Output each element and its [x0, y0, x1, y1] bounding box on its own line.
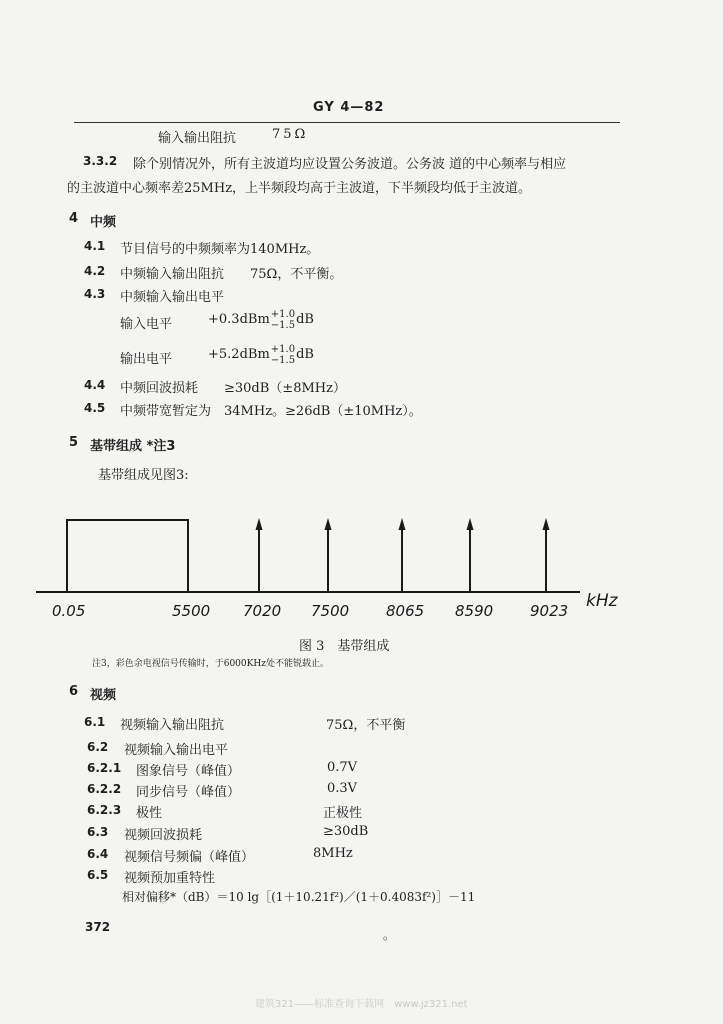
tick-label: 7020: [243, 602, 282, 620]
tick-label: 8590: [455, 602, 494, 620]
paragraph-line: 的主波道中心频率差25MHz，上半频段均高于主波道，下半频段均低于主波道。: [67, 181, 532, 196]
tick-label: 7500: [311, 602, 350, 620]
section-number: 6: [69, 684, 79, 699]
level-unit: dB: [296, 347, 314, 362]
clause-text: 节目信号的中频频率为140MHz。: [120, 242, 320, 257]
clause-number: 6.3: [87, 825, 109, 839]
level-value: +5.2dBm: [208, 347, 270, 362]
parameter-value: 0.3V: [327, 781, 358, 796]
paragraph-line: 除个别情况外，所有主波道均应设置公务波道。公务波 道的中心频率与相应: [133, 157, 567, 172]
figure-note: 注3，彩色余电视信号传输时，于6000KHz处不能锐载止。: [92, 659, 329, 669]
clause-number: 6.4: [87, 847, 109, 861]
clause-number: 3.3.2: [83, 154, 118, 168]
parameter-label: 图象信号（峰值）: [136, 764, 241, 779]
clause-text: 中频输入输出阻抗 75Ω，不平衡。: [120, 267, 343, 282]
tolerance-plus: +1.0: [270, 308, 296, 320]
pre-emphasis-formula: 相对偏移*（dB）＝10 lg［(1＋10.21f²)／(1＋0.4083f²)］－11: [122, 890, 476, 904]
parameter-value: ≥30dB: [323, 824, 369, 839]
level-unit: dB: [296, 312, 314, 327]
impedance-label: 输入输出阻抗: [158, 131, 237, 146]
impedance-value: 75Ω: [272, 127, 309, 142]
clause-number: 4.2: [84, 264, 106, 278]
subcarrier-arrow: [399, 518, 406, 530]
clause-number: 4.5: [84, 401, 106, 415]
figure-intro: 基带组成见图3:: [98, 468, 189, 483]
clause-text: 中频带宽暂定为 34MHz。≥26dB（±10MHz）。: [120, 404, 422, 419]
video-band-block: [67, 520, 188, 592]
section-title: 中频: [90, 215, 117, 230]
section-title: 视频: [90, 688, 117, 703]
page-number: 372: [85, 920, 111, 934]
parameter-value: 8MHz: [313, 846, 353, 861]
parameter-label: 同步信号（峰值）: [136, 785, 241, 800]
tick-label: 0.05: [52, 602, 86, 620]
parameter-value: 0.7V: [327, 760, 358, 775]
watermark: 建筑321——标准查询下载网 www.jz321.net: [255, 999, 468, 1010]
parameter-label: 视频输入输出阻抗: [120, 718, 225, 733]
subcarrier-arrow: [325, 518, 332, 530]
parameter-label: 视频输入输出电平: [124, 743, 229, 758]
section-title: 基带组成 *注3: [90, 439, 176, 454]
parameter-value: 正极性: [323, 806, 363, 821]
clause-number: 6.1: [84, 715, 106, 729]
clause-text: 中频回波损耗 ≥30dB（±8MHz）: [120, 381, 346, 396]
clause-number: 6.2: [87, 740, 109, 754]
level-value: +0.3dBm: [208, 312, 270, 327]
page-header: GY 4—82: [313, 100, 385, 115]
stray-mark: 。: [383, 928, 396, 942]
axis-unit-label: kHz: [586, 591, 618, 611]
clause-number: 6.2.3: [87, 803, 122, 817]
chart-marks: [36, 518, 619, 620]
subcarrier-arrow: [467, 518, 474, 530]
tick-label: 8065: [386, 602, 425, 620]
tolerance-plus: +1.0: [270, 343, 296, 355]
tolerance-minus: −1.5: [270, 354, 296, 366]
clause-number: 4.4: [84, 378, 106, 392]
parameter-label: 极性: [136, 806, 163, 821]
clause-number: 6.2.1: [87, 761, 122, 775]
input-level-label: 输入电平: [120, 317, 173, 332]
parameter-value: 75Ω，不平衡: [326, 718, 406, 733]
tick-label: 5500: [172, 602, 211, 620]
clause-number: 6.5: [87, 868, 109, 882]
figure-caption: 图 3 基带组成: [299, 639, 390, 654]
clause-number: 6.2.2: [87, 782, 122, 796]
clause-number: 4.3: [84, 287, 106, 301]
clause-number: 4.1: [84, 239, 106, 253]
subcarrier-arrow: [543, 518, 550, 530]
section-number: 5: [69, 435, 79, 450]
parameter-label: 视频回波损耗: [124, 828, 203, 843]
output-level-label: 输出电平: [120, 352, 173, 367]
parameter-label: 视频信号频偏（峰值）: [124, 850, 255, 865]
tick-label: 9023: [530, 602, 569, 620]
clause-text: 中频输入输出电平: [120, 290, 225, 305]
subcarrier-arrow: [256, 518, 263, 530]
section-number: 4: [69, 211, 79, 226]
parameter-label: 视频预加重特性: [124, 871, 216, 886]
tolerance-minus: −1.5: [270, 319, 296, 331]
